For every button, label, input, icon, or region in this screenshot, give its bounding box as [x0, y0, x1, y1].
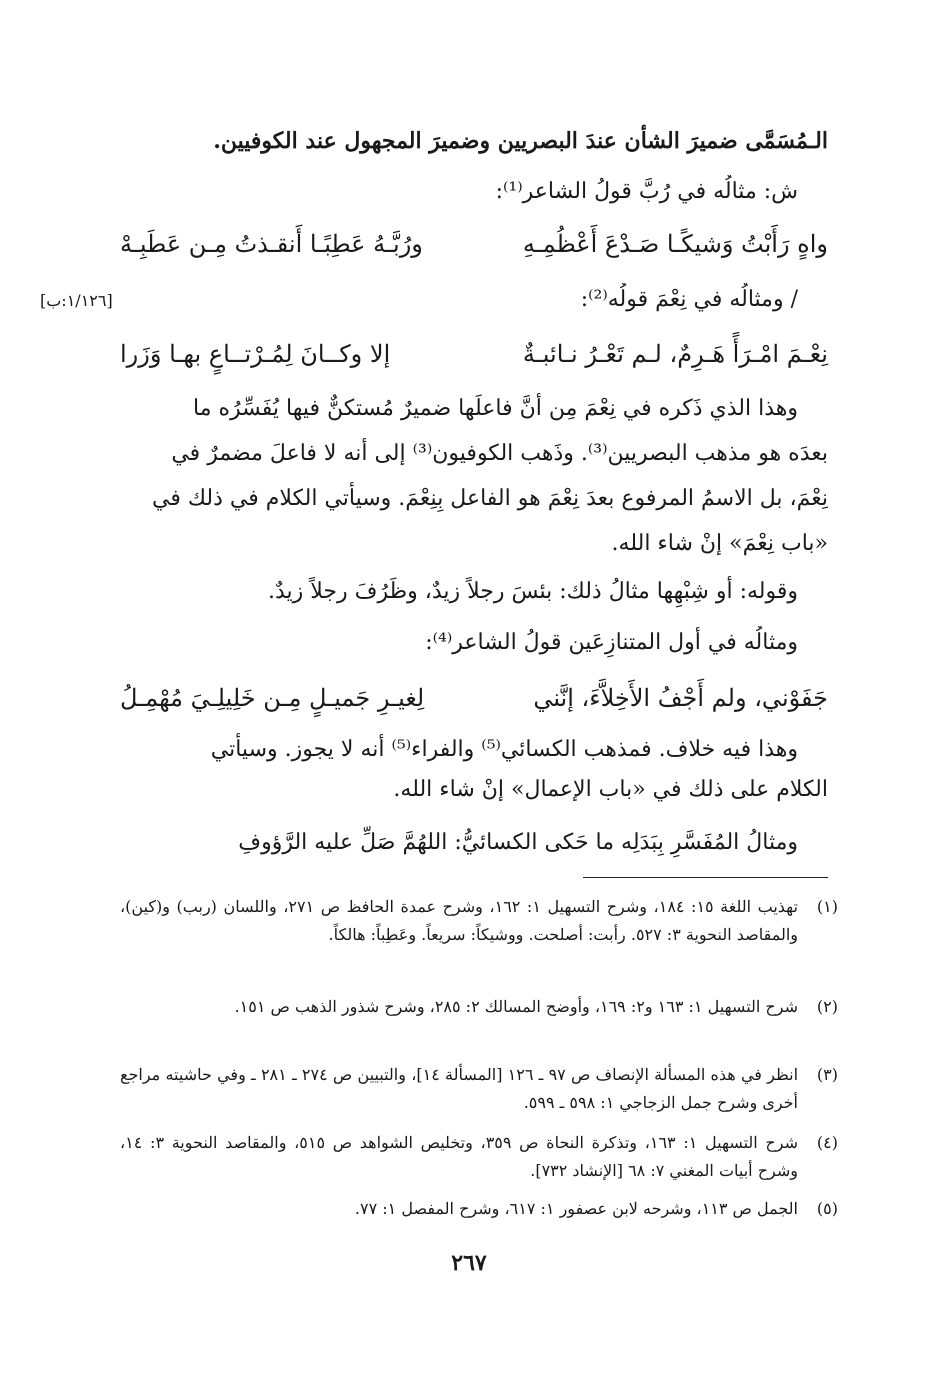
body-line-6: نِعْمَ، بل الاسمُ المرفوع بعدَ نِعْمَ هو الفاعل بِنِعْمَ. وسيأتي الكلام في ذلك في	[152, 486, 828, 511]
body-line-11: الكلام على ذلك في «باب الإعمال» إنْ شاء الله.	[393, 777, 828, 802]
footnote-text: انظر في هذه المسألة الإنصاف ص ٩٧ ـ ١٢٦ [المسألة ١٤]، والتبيين ص ٢٧٤ ـ ٢٨١ ـ وفي حاشيته مراجع أخرى وشرح جمل الزجاجي ١: ٥٩٨ ـ ٥٩٩.	[120, 1065, 799, 1112]
body-line-3: / ومثالُه في نِعْمَ قولُه⁽²⁾:	[580, 287, 798, 312]
footnote-number: (١)	[816, 897, 838, 916]
footnote-text: الجمل ص ١١٣، وشرحه لابن عصفور ١: ٦١٧، وشرح المفصل ١: ٧٧.	[354, 1199, 798, 1218]
footnote-number: (٣)	[816, 1065, 838, 1084]
footnote-number: (٤)	[816, 1133, 838, 1152]
page-number: ٢٦٧	[451, 1250, 487, 1276]
footnote-3	[120, 1061, 838, 1117]
footnote-text: تهذيب اللغة ١٥: ١٨٤، وشرح التسهيل ١: ١٦٢، وشرح عمدة الحافظ ص ٢٧١، واللسان (ربب) و(كين)، والمقاصد النحوية ٣: ٥٢٧. رأبت: أصلحت. ووشيكاً: سريعاً. وعَطِباً: هالكاً.	[120, 897, 799, 944]
verse-1-first-hemistich: واهٍ رَأَبْتُ وَشيكًـا صَـدْعَ أَعْظُمِـهِ	[522, 230, 828, 258]
verse-1	[120, 224, 828, 264]
verse-2-second-hemistich: إلا وكــانَ لِمُـرْتــاعٍ بهـا وَزَرا	[120, 340, 391, 368]
body-line-2: ش: مثالُه في رُبَّ قولُ الشاعر⁽¹⁾:	[495, 179, 798, 204]
footnote-5	[120, 1195, 838, 1223]
footnote-text: شرح التسهيل ١: ١٦٣ و٢: ١٦٩، وأوضح المسالك ٢: ٢٨٥، وشرح شذور الذهب ص ١٥١.	[234, 997, 798, 1016]
verse-2	[120, 334, 828, 374]
footnote-text: شرح التسهيل ١: ١٦٣، وتذكرة النحاة ص ٣٥٩، وتخليص الشواهد ص ٥١٥، والمقاصد النحوية ٣: ١٤، وشرح أبيات المغني ٧: ٦٨ [الإنشاد ٧٣٢].	[120, 1133, 798, 1180]
footnote-2	[120, 993, 838, 1021]
manuscript-folio-note: [١/١٢٦:ب]	[40, 291, 113, 310]
body-line-5: بعدَه هو مذهب البصريين⁽³⁾. وذَهب الكوفيون⁽³⁾ إلى أنه لا فاعلَ مضمرٌ في	[171, 441, 828, 466]
body-line-8: وقوله: أو شِبْهِها مثالُ ذلك: بئسَ رجلاً زيدٌ، وظَرُفَ رجلاً زيدٌ.	[268, 579, 798, 604]
body-line-7: «باب نِعْمَ» إنْ شاء الله.	[611, 531, 828, 556]
body-line-10: وهذا فيه خلاف. فمذهب الكسائي⁽⁵⁾ والفراء⁽⁵⁾ أنه لا يجوز. وسيأتي	[210, 737, 798, 762]
verse-2-first-hemistich: نِعْـمَ امْـرَأً هَـرِمٌ، لـم تَعْـرُ نـائبـةٌ	[522, 340, 828, 368]
footnote-4	[120, 1129, 838, 1185]
verse-3	[120, 678, 828, 718]
footnote-number: (٢)	[816, 997, 838, 1016]
body-line-9: ومثالُه في أول المتنازِعَين قولُ الشاعر⁽⁴⁾:	[425, 630, 798, 655]
footnote-1	[120, 893, 838, 949]
footnote-separator	[583, 877, 828, 878]
footnote-number: (٥)	[816, 1199, 838, 1218]
body-line-12: ومثالُ المُفَسَّرِ بِبَدَلِه ما حَكى الكسائيُّ: اللهُمَّ صَلِّ عليه الرَّؤوفِ	[238, 830, 798, 855]
verse-3-first-hemistich: جَفَوْني، ولم أَجْفُ الأَخِلاَّءَ، إنَّني	[533, 684, 828, 712]
verse-1-second-hemistich: ورُبَّـهُ عَطِبًـا أَنقـذتُ مِـن عَطَبِـهْ	[120, 230, 423, 258]
body-line-4: وهذا الذي ذَكره في نِعْمَ مِن أنَّ فاعلَها ضميرٌ مُستكنٌّ فيها يُفَسِّرُه ما	[193, 396, 798, 421]
verse-3-second-hemistich: لِغيـرِ جَميـلٍ مِـن خَلِيلِـيَ مُهْمِـلُ	[120, 684, 425, 712]
body-line-1: الـمُسَمَّى ضميرَ الشأن عندَ البصريين وضميرَ المجهول عند الكوفيين.	[213, 128, 828, 154]
